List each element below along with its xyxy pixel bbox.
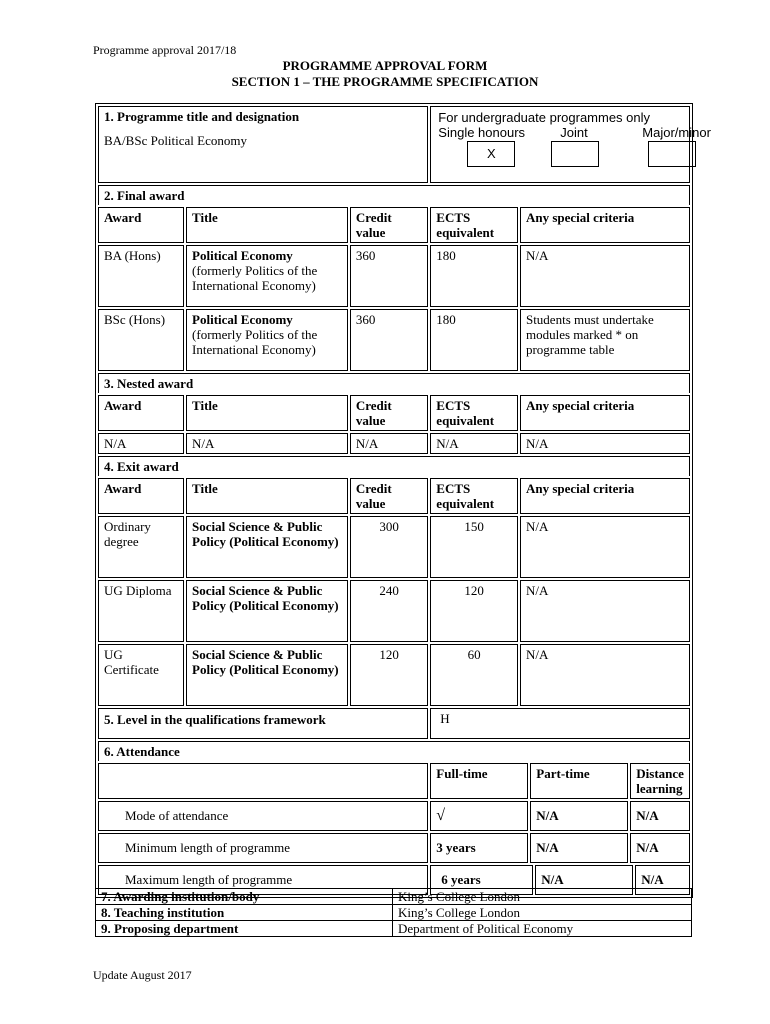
full-time-value: 6 years	[430, 865, 533, 895]
award-cell: N/A	[98, 433, 184, 454]
major-minor-label: Major/minor	[642, 125, 711, 140]
ects-cell: 120	[430, 580, 518, 642]
col-ects: ECTS equivalent	[430, 395, 518, 431]
table-row	[98, 801, 690, 831]
title-cell: N/A	[186, 433, 348, 454]
section5-value: H	[430, 708, 690, 739]
programme-title-value: BA/BSc Political Economy	[104, 133, 247, 148]
section4-heading: 4. Exit award	[98, 456, 690, 476]
ects-cell: 180	[430, 245, 518, 307]
criteria-cell: N/A	[520, 644, 690, 706]
ects-cell: N/A	[430, 433, 518, 454]
credit-cell: 120	[350, 644, 428, 706]
table-row	[98, 580, 690, 642]
header-note: Programme approval 2017/18	[93, 43, 237, 57]
award-cell: UG Certificate	[98, 644, 184, 706]
attendance-headers	[430, 763, 690, 799]
form-title: PROGRAMME APPROVAL FORM	[282, 58, 488, 73]
section2-column-headers	[98, 207, 690, 243]
section6-heading-row	[98, 741, 690, 761]
programme-spec-table	[95, 103, 711, 898]
table-row	[98, 433, 690, 454]
criteria-cell: N/A	[520, 433, 690, 454]
col-criteria: Any special criteria	[520, 207, 690, 243]
section1-heading: 1. Programme title and designation	[104, 109, 300, 124]
part-time-value: N/A	[530, 801, 628, 831]
col-part-time: Part-time	[530, 763, 628, 799]
table-row	[98, 245, 690, 307]
title-cell	[186, 309, 348, 371]
credit-cell: 240	[350, 580, 428, 642]
col-ects: ECTS equivalent	[430, 207, 518, 243]
institution-value: King’s College London	[393, 889, 692, 905]
col-title: Title	[186, 207, 348, 243]
section3-heading-row	[98, 373, 690, 393]
section3-column-headers	[98, 395, 690, 431]
section6-heading: 6. Attendance	[98, 741, 690, 761]
table-row	[96, 889, 692, 905]
credit-cell: N/A	[350, 433, 428, 454]
section3-heading: 3. Nested award	[98, 373, 690, 393]
attendance-label-header	[98, 763, 428, 799]
ects-cell: 60	[430, 644, 518, 706]
section5-row	[98, 708, 690, 739]
table-row	[98, 644, 690, 706]
ects-cell: 180	[430, 309, 518, 371]
part-time-value: N/A	[530, 833, 628, 863]
title-note: (formerly Politics of the International Economy)	[192, 263, 318, 293]
col-title: Title	[186, 395, 348, 431]
award-cell: BSc (Hons)	[98, 309, 184, 371]
joint-label: Joint	[560, 125, 588, 140]
distance-value: N/A	[630, 833, 690, 863]
single-honours-label: Single honours	[438, 125, 526, 140]
criteria-cell: N/A	[520, 580, 690, 642]
title-cell	[186, 245, 348, 307]
distance-value: N/A	[630, 801, 690, 831]
title-cell: Social Science & Public Policy (Political Economy)	[186, 644, 348, 706]
section4-column-headers	[98, 478, 690, 514]
ug-note: For undergraduate programmes only	[438, 110, 651, 125]
section2-heading-row	[98, 185, 690, 205]
full-time-value: 3 years	[430, 833, 528, 863]
title-cell: Social Science & Public Policy (Political Economy)	[186, 580, 348, 642]
section1-row	[98, 106, 690, 183]
credit-cell: 360	[350, 309, 428, 371]
title-note: (formerly Politics of the International Economy)	[192, 327, 318, 357]
award-cell: BA (Hons)	[98, 245, 184, 307]
ects-cell: 150	[430, 516, 518, 578]
title-bold: Political Economy	[192, 312, 293, 327]
institution-value: Department of Political Economy	[393, 921, 692, 937]
section5-heading: 5. Level in the qualifications framework	[98, 708, 428, 739]
institution-label: 8. Teaching institution	[96, 905, 393, 921]
credit-cell: 300	[350, 516, 428, 578]
attendance-label: Minimum length of programme	[98, 833, 428, 863]
col-credit: Credit value	[350, 207, 428, 243]
major-minor-checkbox[interactable]	[648, 141, 696, 167]
ug-options-cell	[430, 106, 711, 183]
title-cell: Social Science & Public Policy (Political Economy)	[186, 516, 348, 578]
table-row	[98, 309, 690, 371]
col-ects: ECTS equivalent	[430, 478, 518, 514]
section4-heading-row	[98, 456, 690, 476]
attendance-label: Maximum length of programme	[98, 865, 428, 895]
award-cell: Ordinary degree	[98, 516, 184, 578]
criteria-cell: N/A	[520, 516, 690, 578]
attendance-values	[430, 833, 690, 863]
single-honours-checkbox[interactable]: X	[467, 141, 515, 167]
attendance-label: Mode of attendance	[98, 801, 428, 831]
institution-label: 9. Proposing department	[96, 921, 393, 937]
col-distance: Distance learning	[630, 763, 690, 799]
col-criteria: Any special criteria	[520, 395, 690, 431]
col-award: Award	[98, 207, 184, 243]
section2-heading: 2. Final award	[98, 185, 690, 205]
title-bold: Political Economy	[192, 248, 293, 263]
col-award: Award	[98, 395, 184, 431]
programme-title-cell	[98, 106, 428, 183]
table-row	[96, 921, 692, 937]
col-award: Award	[98, 478, 184, 514]
criteria-cell: Students must undertake modules marked * on programme table	[520, 309, 690, 371]
award-cell: UG Diploma	[98, 580, 184, 642]
table-row	[96, 905, 692, 921]
attendance-values	[430, 801, 690, 831]
col-title: Title	[186, 478, 348, 514]
institution-table	[95, 888, 692, 937]
col-credit: Credit value	[350, 395, 428, 431]
col-full-time: Full-time	[430, 763, 528, 799]
credit-cell: 360	[350, 245, 428, 307]
col-credit: Credit value	[350, 478, 428, 514]
table-row	[98, 516, 690, 578]
footer-note: Update August 2017	[93, 968, 192, 982]
table-row	[98, 833, 690, 863]
criteria-cell: N/A	[520, 245, 690, 307]
distance-value: N/A	[635, 865, 690, 895]
joint-checkbox[interactable]	[551, 141, 599, 167]
col-criteria: Any special criteria	[520, 478, 690, 514]
section6-column-headers	[98, 763, 690, 799]
full-time-value: √	[430, 801, 528, 831]
institution-label: 7. Awarding institution/body	[96, 889, 393, 905]
part-time-value: N/A	[535, 865, 633, 895]
form-subtitle: SECTION 1 – THE PROGRAMME SPECIFICATION	[231, 74, 539, 89]
institution-value: King’s College London	[393, 905, 692, 921]
